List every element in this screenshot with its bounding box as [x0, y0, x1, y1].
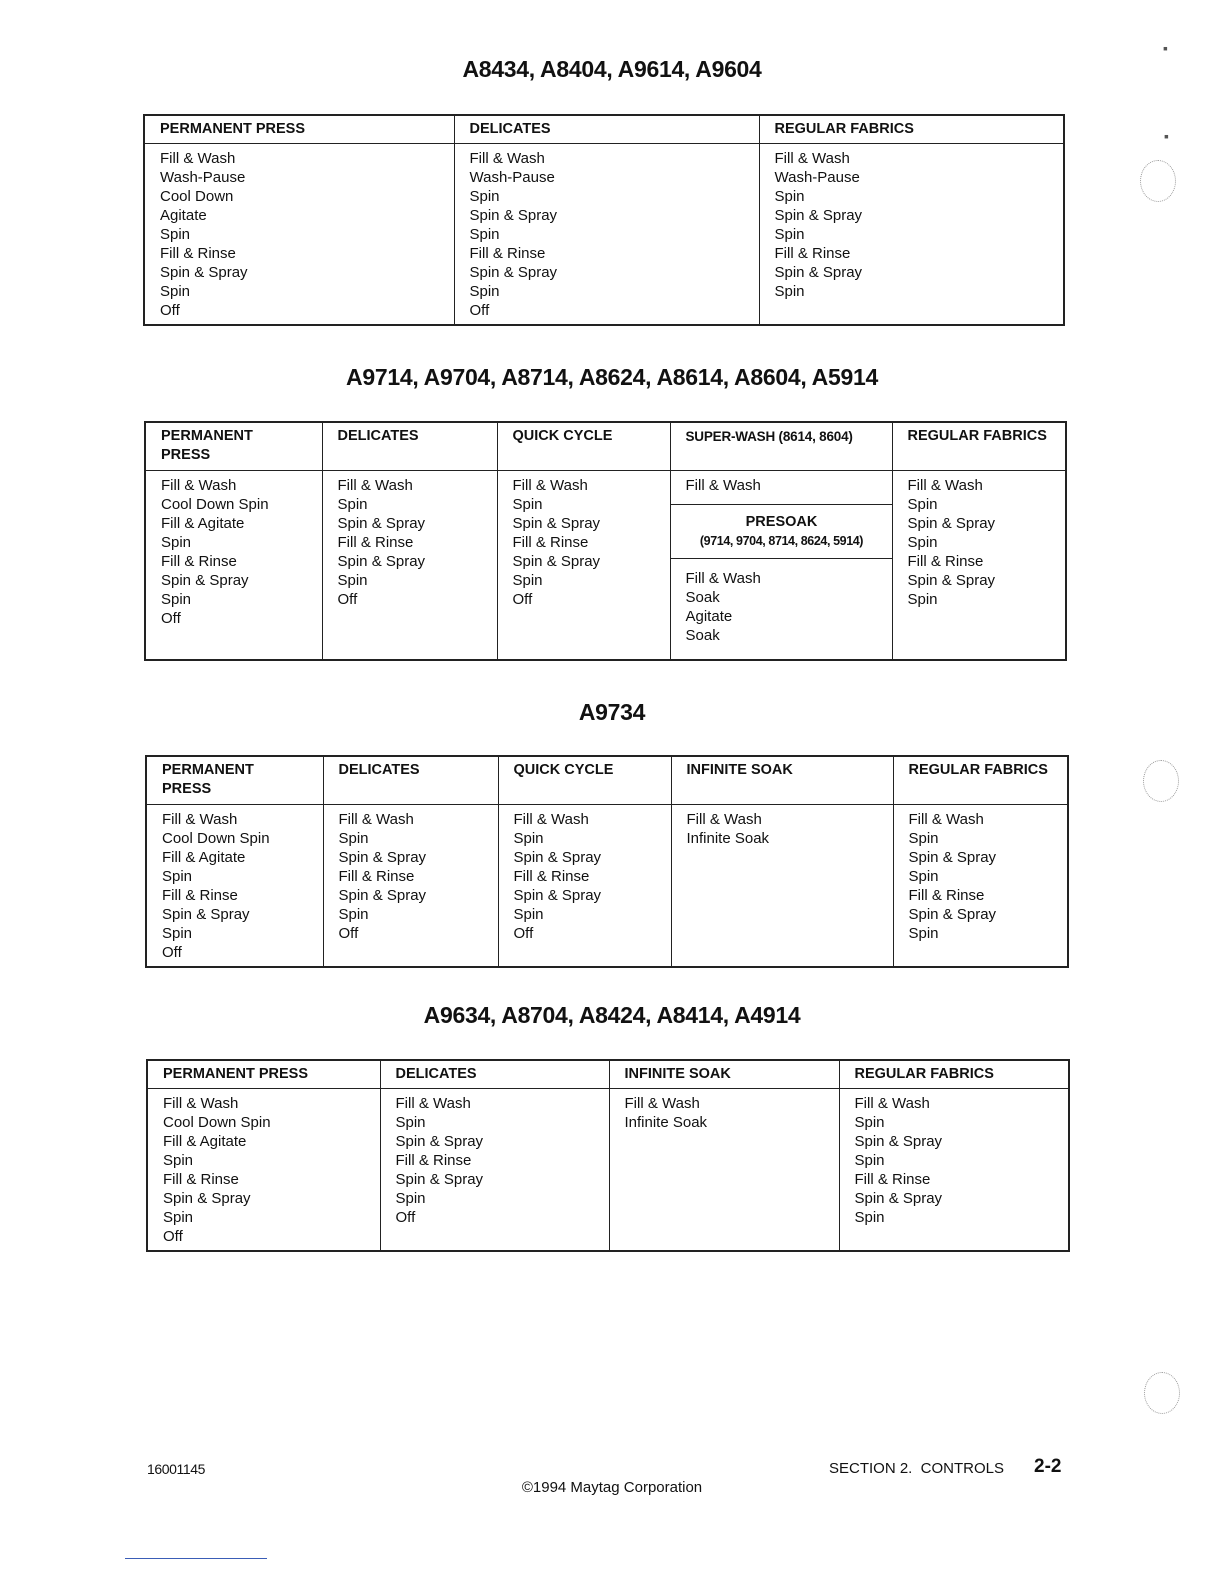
- step-list: [625, 1094, 839, 1132]
- cycle-step: Spin: [908, 924, 939, 942]
- cycle-step: Infinite Soak: [686, 829, 770, 847]
- cycle-step: Off: [162, 943, 182, 961]
- step-list: [775, 149, 1064, 301]
- cycle-step: Spin: [513, 905, 544, 923]
- presoak-models: (9714, 9704, 8714, 8624, 5914): [699, 533, 864, 548]
- cycle-step: Spin & Spray: [160, 264, 248, 281]
- cycle-step: Spin: [338, 829, 369, 847]
- column-header: QUICK CYCLE: [497, 422, 670, 470]
- column-header: REGULAR FABRICS: [839, 1060, 1069, 1089]
- cycle-step: Spin: [907, 495, 938, 513]
- cycle-step: Spin & Spray: [337, 552, 426, 570]
- cycle-step: Spin: [160, 226, 191, 243]
- cycle-step: Spin: [774, 283, 805, 300]
- cycle-step: Spin: [162, 924, 193, 942]
- cycle-step: Fill & Rinse: [337, 533, 414, 551]
- cycle-step: Off: [161, 609, 181, 627]
- steps-cell: [145, 470, 322, 660]
- header-line: PRESS: [161, 447, 211, 463]
- cycle-step: Cool Down Spin: [163, 1114, 271, 1131]
- cycle-table-2: [144, 421, 1067, 661]
- cycle-step: Spin & Spray: [512, 514, 601, 532]
- cycle-step: Spin & Spray: [338, 848, 427, 866]
- cycle-step: Cool Down: [160, 188, 234, 205]
- cycle-step: Fill & Rinse: [469, 245, 546, 262]
- cycle-step: Spin & Spray: [908, 848, 997, 866]
- super-wash-cell: [670, 470, 892, 660]
- cycle-step: Off: [512, 590, 533, 608]
- cycle-step: Spin: [908, 867, 939, 885]
- cycle-step: Fill & Wash: [338, 810, 414, 828]
- cycle-step: Spin & Spray: [161, 571, 249, 589]
- cycle-step: Fill & Rinse: [908, 886, 985, 904]
- steps-cell: [839, 1089, 1069, 1252]
- steps-cell: [497, 470, 670, 660]
- cycle-step: Spin: [854, 1209, 885, 1226]
- cycle-step: Spin: [163, 1152, 194, 1169]
- cycle-step: Fill & Wash: [162, 810, 238, 828]
- cycle-step: Infinite Soak: [624, 1114, 708, 1131]
- document-number: 16001145: [147, 1461, 206, 1477]
- cycle-step: Wash-Pause: [469, 169, 555, 186]
- presoak-header: [671, 504, 893, 558]
- cycle-step: Off: [163, 1228, 183, 1245]
- punch-hole-mark: [1143, 760, 1179, 802]
- cycle-step: Spin: [774, 226, 805, 243]
- steps-row: [146, 804, 1068, 967]
- cycle-step: Spin & Spray: [338, 886, 427, 904]
- cycle-step: Fill & Wash: [163, 1095, 239, 1112]
- cycle-step: Fill & Rinse: [907, 552, 984, 570]
- cycle-step: Spin: [469, 188, 500, 205]
- steps-cell: [893, 804, 1068, 967]
- cycle-step: Fill & Rinse: [160, 245, 236, 262]
- section-3-title: A9734: [578, 699, 646, 725]
- cycle-step: Spin & Spray: [854, 1133, 943, 1150]
- column-header: PERMANENT PRESS: [147, 1060, 380, 1089]
- steps-cell: [144, 144, 454, 326]
- steps-cell: [323, 804, 498, 967]
- header-line: PRESS: [162, 781, 212, 797]
- cycle-step: Spin: [774, 188, 805, 205]
- step-list: [161, 476, 322, 628]
- step-list: [687, 810, 893, 848]
- cycle-step: Fill & Wash: [907, 476, 983, 494]
- column-header: DELICATES: [380, 1060, 609, 1089]
- cycle-step: Spin & Spray: [854, 1190, 943, 1207]
- cycle-step: Spin & Spray: [163, 1190, 251, 1207]
- cycle-step: Cool Down Spin: [162, 829, 270, 847]
- step-list: [338, 476, 497, 609]
- cycle-step: Off: [469, 302, 490, 319]
- steps-cell: [671, 804, 893, 967]
- cycle-step: Spin: [337, 571, 368, 589]
- cycle-step: Spin & Spray: [513, 886, 602, 904]
- step-list: [162, 810, 323, 962]
- cycle-step: Fill & Rinse: [161, 552, 237, 570]
- cycle-step: Fill & Rinse: [162, 886, 238, 904]
- section-4-title: A9634, A8704, A8424, A8414, A4914: [423, 1002, 801, 1028]
- step-list: [339, 810, 498, 943]
- cycle-step: Spin & Spray: [395, 1133, 484, 1150]
- super-wash-steps: [671, 471, 893, 504]
- header-row: [145, 422, 1066, 470]
- steps-cell: [146, 804, 323, 967]
- cycle-step: Fill & Wash: [512, 476, 588, 494]
- steps-cell: [759, 144, 1064, 326]
- step-list: [513, 476, 670, 609]
- cycle-step: Spin & Spray: [162, 905, 250, 923]
- cycle-step: Spin & Spray: [908, 905, 997, 923]
- steps-cell: [380, 1089, 609, 1252]
- cycle-step: Spin & Spray: [907, 571, 996, 589]
- cycle-step: Wash-Pause: [160, 169, 246, 186]
- column-header: DELICATES: [454, 115, 759, 144]
- cycle-step: Spin: [469, 226, 500, 243]
- cycle-step: Fill & Wash: [513, 810, 589, 828]
- punch-hole-mark: [1144, 1372, 1180, 1414]
- cycle-table-3: [145, 755, 1069, 968]
- step-list: [514, 810, 671, 943]
- cycle-step: Soak: [685, 588, 720, 606]
- column-header: PERMANENT PRESS: [144, 115, 454, 144]
- cycle-step: Soak: [685, 626, 720, 644]
- cycle-step: Fill & Wash: [854, 1095, 930, 1112]
- bottom-rule: [125, 1558, 267, 1559]
- cycle-step: Off: [395, 1209, 416, 1226]
- cycle-step: Fill & Rinse: [395, 1152, 472, 1169]
- column-header: QUICK CYCLE: [498, 756, 671, 804]
- cycle-step: Fill & Rinse: [163, 1171, 239, 1188]
- cycle-step: Wash-Pause: [774, 169, 860, 186]
- cycle-step: Spin: [163, 1209, 194, 1226]
- margin-mark: ▪: [1164, 128, 1169, 144]
- cycle-step: Spin: [395, 1114, 426, 1131]
- cycle-step: Spin: [513, 829, 544, 847]
- step-list: [855, 1094, 1069, 1227]
- margin-mark: ▪: [1163, 40, 1168, 56]
- cycle-step: Fill & Agitate: [161, 514, 245, 532]
- cycle-step: Fill & Wash: [160, 150, 236, 167]
- cycle-step: Off: [338, 924, 359, 942]
- column-header: INFINITE SOAK: [671, 756, 893, 804]
- column-header: DELICATES: [323, 756, 498, 804]
- cycle-step: Spin & Spray: [907, 514, 996, 532]
- steps-row: [147, 1089, 1069, 1252]
- step-list: [908, 476, 1066, 609]
- cycle-step: Spin & Spray: [513, 848, 602, 866]
- cycle-step: Spin & Spray: [395, 1171, 484, 1188]
- step-list: [396, 1094, 609, 1227]
- cycle-step: Spin: [338, 905, 369, 923]
- column-header: INFINITE SOAK: [609, 1060, 839, 1089]
- steps-cell: [147, 1089, 380, 1252]
- presoak-steps: [671, 558, 893, 648]
- steps-cell: [609, 1089, 839, 1252]
- cycle-table-4: [146, 1059, 1070, 1252]
- cycle-step: Spin: [161, 533, 192, 551]
- step-list: [163, 1094, 380, 1246]
- section-1-title: A8434, A8404, A9614, A9604: [462, 56, 762, 82]
- presoak-title: PRESOAK: [745, 513, 818, 530]
- step-list: [686, 569, 893, 645]
- cycle-step: Spin & Spray: [469, 207, 558, 224]
- cycle-step: Fill & Agitate: [163, 1133, 247, 1150]
- cycle-step: Fill & Wash: [469, 150, 545, 167]
- column-header: REGULAR FABRICS: [893, 756, 1068, 804]
- page-number: 2-2: [1034, 1456, 1062, 1477]
- steps-row: [144, 144, 1064, 326]
- cycle-step: Agitate: [685, 607, 733, 625]
- cycle-step: Spin: [854, 1152, 885, 1169]
- cycle-step: Fill & Wash: [685, 476, 761, 494]
- header-row: [147, 1060, 1069, 1089]
- copyright-notice: ©1994 Maytag Corporation: [521, 1479, 703, 1496]
- steps-cell: [454, 144, 759, 326]
- column-header: REGULAR FABRICS: [892, 422, 1066, 470]
- cycle-step: Fill & Wash: [161, 476, 237, 494]
- step-list: [909, 810, 1068, 943]
- column-header: [146, 756, 323, 804]
- cycle-step: Spin: [907, 533, 938, 551]
- step-list: [686, 476, 893, 495]
- cycle-step: Fill & Wash: [624, 1095, 700, 1112]
- cycle-step: Fill & Rinse: [338, 867, 415, 885]
- cycle-step: Cool Down Spin: [161, 495, 269, 513]
- cycle-step: Fill & Wash: [395, 1095, 471, 1112]
- cycle-step: Spin: [907, 590, 938, 608]
- cycle-step: Agitate: [160, 207, 207, 224]
- cycle-step: Spin: [908, 829, 939, 847]
- cycle-step: Spin: [161, 590, 192, 608]
- cycle-step: Fill & Wash: [337, 476, 413, 494]
- steps-cell: [498, 804, 671, 967]
- cycle-step: Fill & Rinse: [513, 867, 590, 885]
- cycle-table-1: [143, 114, 1065, 326]
- cycle-step: Off: [160, 302, 180, 319]
- cycle-step: Spin & Spray: [774, 207, 863, 224]
- cycle-step: Spin: [160, 283, 191, 300]
- header-line: PERMANENT: [161, 428, 253, 444]
- cycle-step: Fill & Rinse: [774, 245, 851, 262]
- column-header: DELICATES: [322, 422, 497, 470]
- cycle-step: Off: [513, 924, 534, 942]
- cycle-step: Spin & Spray: [469, 264, 558, 281]
- cycle-step: Spin & Spray: [512, 552, 601, 570]
- cycle-step: Spin: [512, 571, 543, 589]
- punch-hole-mark: [1140, 160, 1176, 202]
- cycle-step: Spin: [854, 1114, 885, 1131]
- header-row: [144, 115, 1064, 144]
- cycle-step: Spin: [512, 495, 543, 513]
- cycle-step: Spin & Spray: [774, 264, 863, 281]
- cycle-step: Fill & Wash: [686, 810, 762, 828]
- cycle-step: Spin: [162, 867, 193, 885]
- cycle-step: Fill & Wash: [685, 569, 761, 587]
- cycle-step: Spin: [395, 1190, 426, 1207]
- column-header: REGULAR FABRICS: [759, 115, 1064, 144]
- cycle-step: Spin: [337, 495, 368, 513]
- steps-cell: [892, 470, 1066, 660]
- header-row: [146, 756, 1068, 804]
- column-header: SUPER-WASH (8614, 8604): [670, 422, 892, 470]
- step-list: [160, 149, 454, 320]
- section-label: SECTION 2. CONTROLS: [829, 1460, 1005, 1477]
- steps-row: [145, 470, 1066, 660]
- cycle-step: Spin: [469, 283, 500, 300]
- cycle-step: Off: [337, 590, 358, 608]
- cycle-step: Spin & Spray: [337, 514, 426, 532]
- step-list: [470, 149, 759, 320]
- column-header: [145, 422, 322, 470]
- header-line: PERMANENT: [162, 762, 254, 778]
- cycle-step: Fill & Agitate: [162, 848, 246, 866]
- cycle-step: Fill & Rinse: [512, 533, 589, 551]
- section-2-title: A9714, A9704, A8714, A8624, A8614, A8604, A5914: [346, 364, 878, 390]
- cycle-step: Fill & Wash: [774, 150, 850, 167]
- cycle-step: Fill & Wash: [908, 810, 984, 828]
- cycle-step: Fill & Rinse: [854, 1171, 931, 1188]
- steps-cell: [322, 470, 497, 660]
